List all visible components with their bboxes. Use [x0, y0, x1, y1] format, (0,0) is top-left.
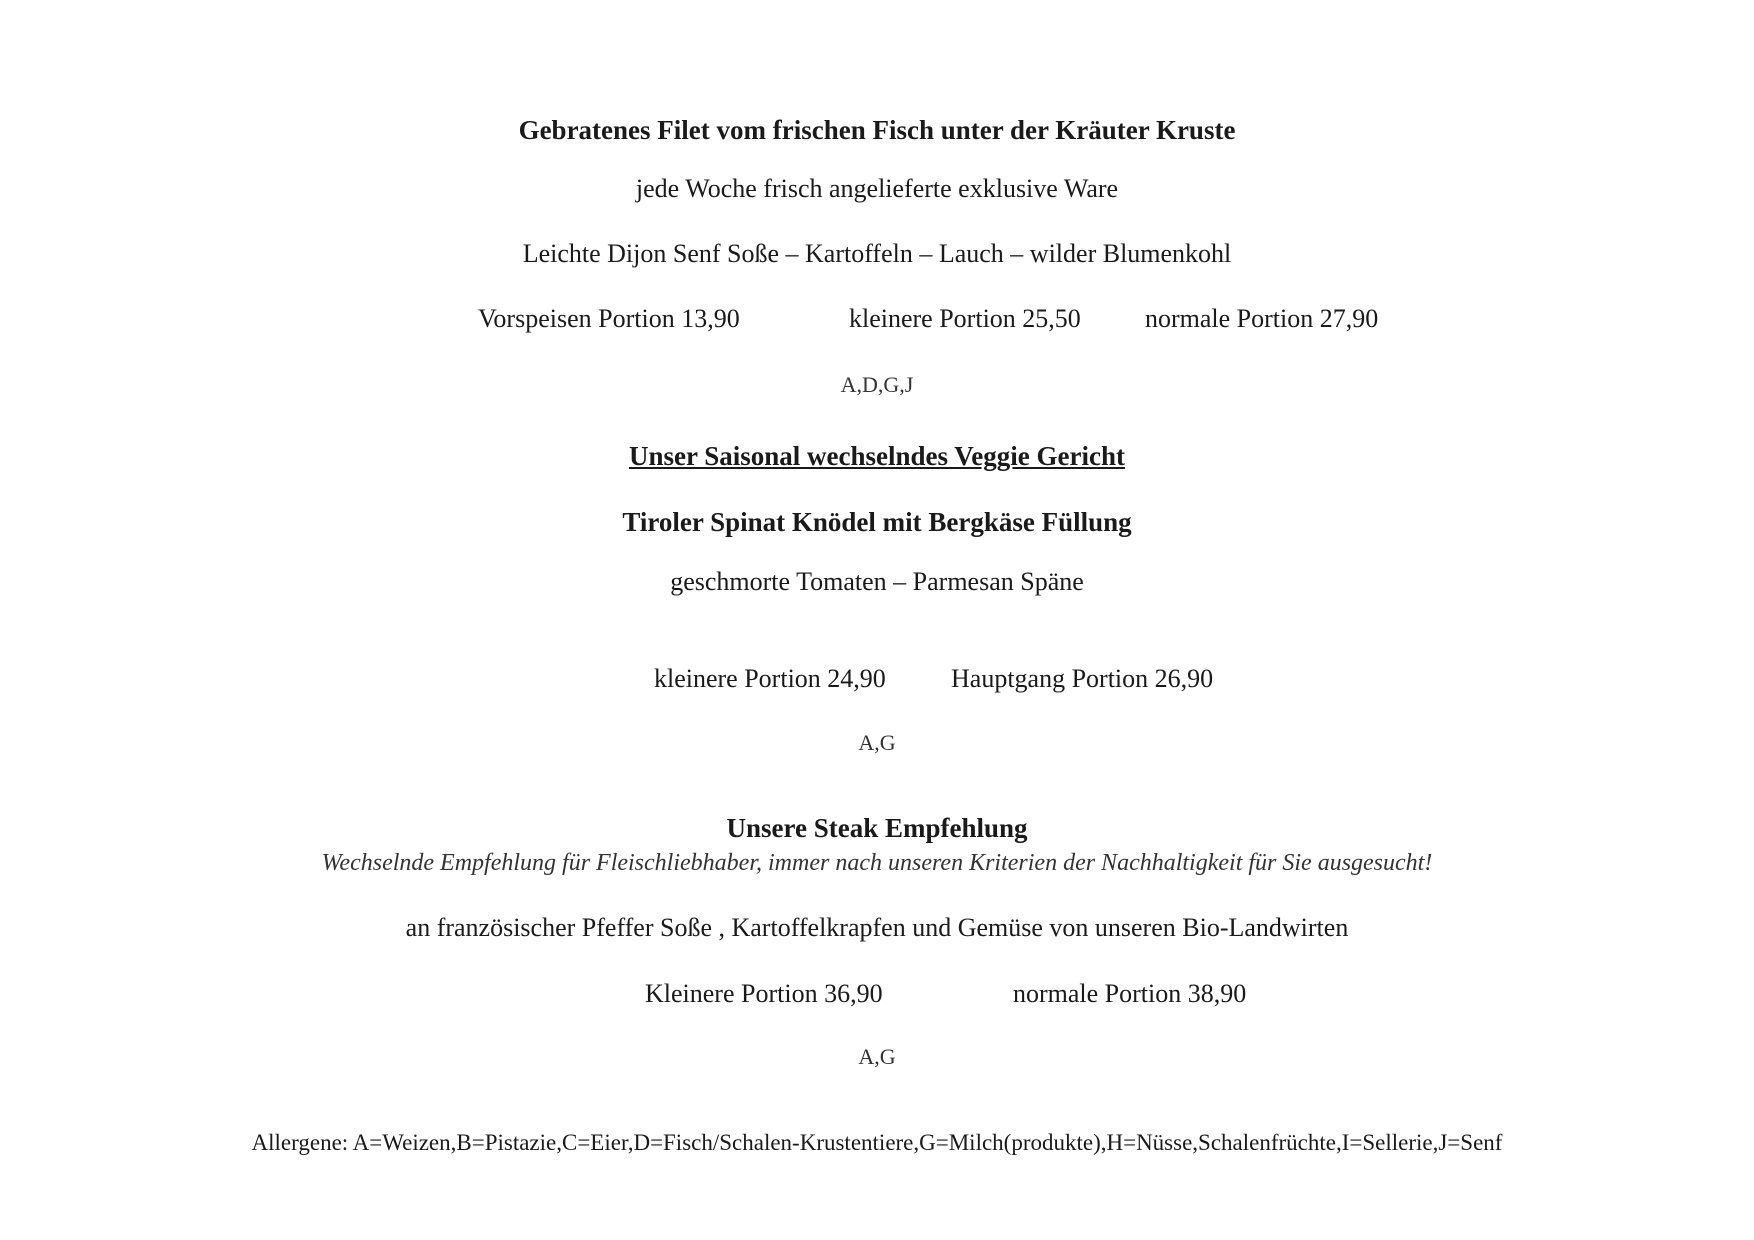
fish-price-starter: Vorspeisen Portion 13,90: [478, 304, 740, 333]
veggie-title: Tiroler Spinat Knödel mit Bergkäse Füllung: [622, 507, 1132, 537]
fish-description: Leichte Dijon Senf Soße – Kartoffeln – Lauch – wilder Blumenkohl: [522, 239, 1232, 268]
veggie-heading: Unser Saisonal wechselndes Veggie Gericht: [628, 441, 1125, 471]
veggie-allergens: A,G: [858, 730, 896, 755]
steak-description: an französischer Pfeffer Soße , Kartoffelkrapfen und Gemüse von unseren Bio-Landwirten: [405, 913, 1349, 942]
steak-title: Unsere Steak Empfehlung: [726, 813, 1028, 843]
veggie-price-main: Hauptgang Portion 26,90: [951, 664, 1214, 693]
steak-subtitle: Wechselnde Empfehlung für Fleischliebhaber, immer nach unseren Kriterien der Nachhaltigkeit für Sie ausgesucht!: [321, 850, 1433, 876]
fish-price-small: kleinere Portion 25,50: [849, 304, 1081, 333]
fish-price-normal: normale Portion 27,90: [1145, 304, 1379, 333]
steak-price-small: Kleinere Portion 36,90: [645, 979, 883, 1008]
fish-subtitle: jede Woche frisch angelieferte exklusive Ware: [635, 174, 1119, 203]
steak-price-normal: normale Portion 38,90: [1013, 979, 1247, 1008]
allergen-legend: Allergene: A=Weizen,B=Pistazie,C=Eier,D=Fisch/Schalen-Krustentiere,G=Milch(produkte),H=Nüsse,Schalenfrüchte,I=Sellerie,J=Senf: [251, 1130, 1503, 1155]
fish-allergens: A,D,G,J: [840, 372, 914, 397]
veggie-price-small: kleinere Portion 24,90: [654, 664, 886, 693]
steak-allergens: A,G: [858, 1044, 896, 1069]
fish-title: Gebratenes Filet vom frischen Fisch unter der Kräuter Kruste: [518, 115, 1236, 145]
veggie-description: geschmorte Tomaten – Parmesan Späne: [670, 567, 1084, 596]
